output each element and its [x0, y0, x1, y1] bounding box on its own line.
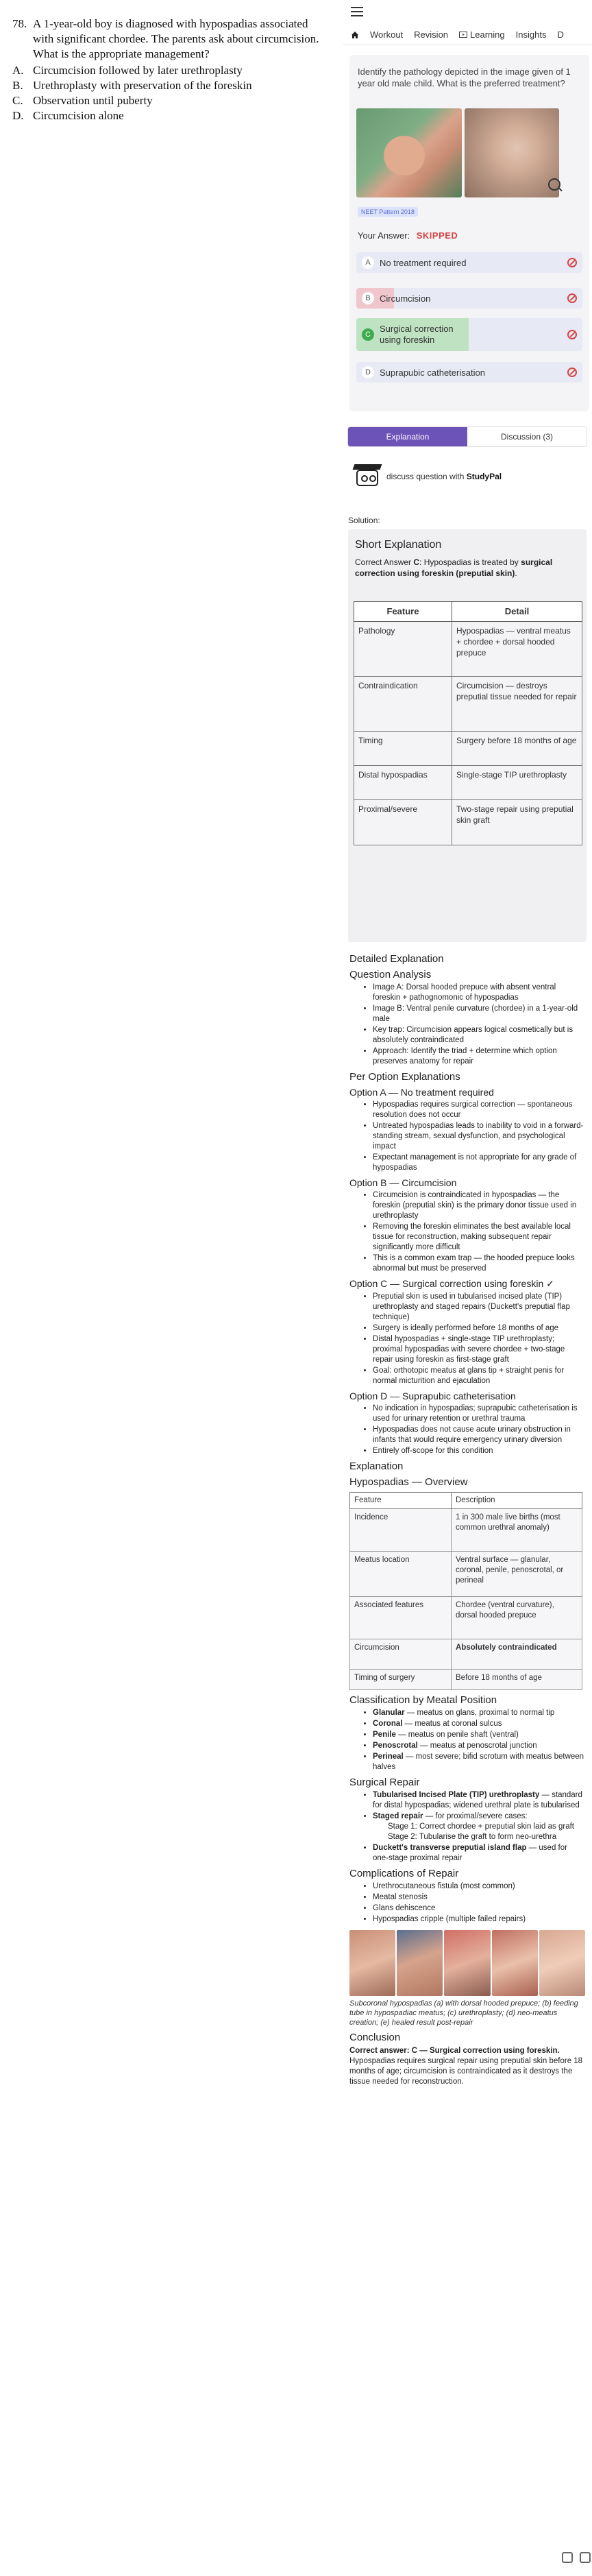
table-row [354, 800, 582, 845]
exam-tag: NEET Pattern 2018 [358, 207, 418, 217]
surgery-photo [492, 1930, 538, 1996]
conclusion-text [349, 2046, 585, 2087]
table-cell: Proximal/severe [354, 800, 452, 845]
list-item: • Image A: Dorsal hooded prepuce with absent ventral foreskin + pathognomonic of hypospadias [373, 983, 585, 1003]
surgery-photo [397, 1930, 443, 1996]
column-header: Feature [350, 1493, 452, 1509]
studypal-brand: StudyPal [466, 472, 502, 481]
surgery-photo [349, 1930, 395, 1996]
table-row [354, 622, 582, 677]
option-text: No treatment required [380, 258, 467, 268]
paper-question-stem: A 1-year-old boy is diagnosed with hypospadias associated with significant chordee. The parents ask about circumcision. What is the appropriate management? [33, 17, 319, 60]
wrong-icon [567, 368, 577, 377]
table-row [350, 1639, 582, 1670]
table-cell: Single-stage TIP urethroplasty [452, 766, 582, 800]
your-answer [358, 230, 458, 241]
table-header-row [350, 1493, 582, 1509]
option-b-title: Option B — Circumcision [349, 1177, 457, 1188]
option-letter: B [362, 292, 374, 304]
zoom-icon[interactable] [548, 178, 560, 191]
question-text: Identify the pathology depicted in the image given of 1 year old male child. What is the preferred treatment? [358, 67, 571, 88]
per-option-title: Per Option Explanations [349, 1071, 460, 1083]
tab-workout[interactable]: Workout [370, 29, 404, 40]
list-item [373, 1708, 585, 1718]
wrong-icon [567, 330, 577, 339]
term-desc: — standard for distal hypospadias; widened urethral plate is tubularised [373, 1791, 582, 1809]
conclusion-bold: Correct answer: C — Surgical correction using foreskin. [349, 2047, 560, 2055]
table-row [354, 677, 582, 732]
table-cell: Incidence [350, 1509, 452, 1552]
term-desc: — meatus at penoscrotal junction [417, 1742, 537, 1750]
term: Staged repair [373, 1812, 423, 1820]
correct-prefix: Correct Answer [355, 557, 412, 567]
column-header: Feature [354, 602, 452, 622]
paper-option [12, 78, 331, 93]
table-cell: Contraindication [354, 677, 452, 732]
table-cell: Meatus location [350, 1552, 452, 1597]
tab-discussion[interactable]: Discussion (3) [467, 427, 587, 446]
list-item: • Distal hypospadias + single-stage TIP urethroplasty; proximal hypospadias with severe chordee + two-stage repair using foreskin as first-stage graft [373, 1334, 585, 1365]
short-explanation-title: Short Explanation [355, 539, 442, 551]
list-item: • Hypospadias cripple (multiple failed repairs) [373, 1914, 585, 1925]
table-cell: 1 in 300 male live births (most common urethral anomaly) [452, 1509, 582, 1552]
table-cell: Absolutely contraindicated [452, 1639, 582, 1670]
list-item: • Removing the foreskin eliminates the best available local tissue for reconstruction, making subsequent repair significantly more difficult [373, 1222, 585, 1253]
term: Penoscrotal [373, 1742, 418, 1750]
correct-letter: C [413, 557, 420, 567]
paper-option-text: Urethroplasty with preservation of the foreskin [33, 79, 252, 92]
tab-overflow[interactable]: D [557, 29, 564, 40]
overview-table [349, 1492, 582, 1690]
thumbs-down-icon[interactable] [580, 2552, 591, 2563]
option-c-list [373, 1292, 585, 1386]
list-item [373, 1741, 585, 1751]
table-cell: Associated features [350, 1597, 452, 1639]
paper-options [12, 63, 331, 123]
surgery-photo [444, 1930, 490, 1996]
discuss-prefix: discuss question with [386, 472, 465, 481]
wrong-icon [567, 293, 577, 303]
option-letter: C [362, 328, 374, 341]
discuss-with-studypal[interactable] [386, 472, 502, 481]
list-item [373, 1811, 585, 1842]
table-row [350, 1509, 582, 1552]
table-cell: Timing of surgery [350, 1670, 452, 1690]
classification-list [373, 1708, 585, 1772]
list-item: • Preputial skin is used in tubularised incised plate (TIP) urethroplasty and staged repairs (Duckett's preputial flap technique) [373, 1292, 585, 1323]
paper-option-text: Circumcision alone [33, 109, 124, 122]
list-item: • Entirely off-scope for this condition [373, 1446, 585, 1456]
table-header-row [354, 602, 582, 622]
table-cell: Circumcision [350, 1639, 452, 1670]
tab-revision[interactable]: Revision [414, 29, 449, 40]
answer-option-d[interactable] [356, 362, 582, 383]
question-image-a[interactable] [356, 108, 462, 197]
your-answer-status: SKIPPED [416, 230, 458, 241]
answer-option-c[interactable] [356, 318, 582, 351]
paper-option-letter: A. [12, 64, 24, 77]
table-cell: Ventral surface — glanular, coronal, penile, penoscrotal, or perineal [452, 1552, 582, 1597]
list-item: • Glans dehiscence [373, 1903, 585, 1914]
list-item [373, 1752, 585, 1772]
thumbs-up-icon[interactable] [562, 2552, 573, 2563]
analysis-list [373, 983, 585, 1067]
option-b-list [373, 1190, 585, 1274]
column-header: Description [452, 1493, 582, 1509]
paper-option-text: Circumcision followed by later urethroplasty [33, 64, 243, 77]
term: Duckett's transverse preputial island flap [373, 1844, 527, 1852]
term-desc: — meatus on glans, proximal to normal tip [404, 1709, 555, 1717]
table-cell: Pathology [354, 622, 452, 677]
correct-end: . [515, 568, 517, 578]
answer-option-a[interactable] [356, 252, 582, 273]
list-item: • Surgery is ideally performed before 18 months of age [373, 1323, 585, 1334]
list-item [373, 1719, 585, 1729]
column-header: Detail [452, 602, 582, 622]
term: Glanular [373, 1709, 405, 1717]
detailed-title: Detailed Explanation [349, 953, 444, 965]
term: Penile [373, 1731, 396, 1739]
paper-option-letter: C. [12, 94, 23, 107]
learning-icon [459, 32, 467, 38]
home-icon[interactable] [343, 31, 365, 39]
term: Coronal [373, 1720, 403, 1728]
paper-option-text: Observation until puberty [33, 94, 153, 107]
option-d-title: Option D — Suprapubic catheterisation [349, 1391, 516, 1401]
top-nav-tabs [343, 25, 592, 45]
detailed-explanation [349, 949, 585, 2087]
term: Perineal [373, 1753, 404, 1761]
list-item: • Goal: orthotopic meatus at glans tip + straight penis for normal micturition and ejaculation [373, 1366, 585, 1386]
surgery-photo [539, 1930, 585, 1996]
classification-title: Classification by Meatal Position [349, 1694, 497, 1706]
option-a-list [373, 1100, 585, 1173]
overview-section-title: Explanation [349, 1460, 404, 1472]
option-letter: A [362, 256, 374, 269]
tab-learning[interactable] [454, 29, 510, 40]
table-cell: Chordee (ventral curvature), dorsal hooded prepuce [452, 1597, 582, 1639]
term-desc: — meatus on penile shaft (ventral) [395, 1731, 519, 1739]
table-cell: Distal hypospadias [354, 766, 452, 800]
list-item: • No indication in hypospadias; suprapubic catheterisation is used for urinary retention or urethral trauma [373, 1404, 585, 1424]
surgery-photo-strip[interactable] [349, 1930, 585, 1996]
figure-caption: Subcoronal hypospadias (a) with dorsal hooded prepuce; (b) feeding tube in hypospadiac meatus; (c) urethroplasty; (d) neo-meatus creation; (e) healed result post-repair [349, 1999, 578, 2027]
table-row [354, 732, 582, 766]
conclusion-rest: Hypospadias requires surgical repair using preputial skin before 18 months of age; circumcision is contraindicated as it destroys the tissue needed for reconstruction. [349, 2057, 583, 2086]
repair-list [373, 1790, 585, 1864]
option-a-title: Option A — No treatment required [349, 1087, 494, 1098]
paper-option [12, 93, 331, 108]
answer-option-b[interactable] [356, 288, 582, 309]
paper-option-letter: B. [12, 79, 23, 92]
table-cell: Surgery before 18 months of age [452, 732, 582, 766]
paper-option [12, 63, 331, 78]
tab-insights[interactable]: Insights [515, 29, 547, 40]
list-item [373, 1730, 585, 1740]
table-cell: Before 18 months of age [452, 1670, 582, 1690]
list-item [373, 1790, 585, 1811]
stage-2: Stage 2: Tubularise the graft to form neo-urethra [388, 1833, 557, 1841]
your-answer-label: Your Answer: [358, 230, 410, 241]
stage-1: Stage 1: Correct chordee + preputial skin laid as graft [388, 1822, 574, 1831]
short-explanation-table [354, 601, 582, 845]
table-row [350, 1552, 582, 1597]
list-item: • Key trap: Circumcision appears logical cosmetically but is absolutely contraindicated [373, 1025, 585, 1046]
option-text: Circumcision [380, 293, 431, 304]
table-cell: Timing [354, 732, 452, 766]
question-image-b[interactable] [465, 108, 559, 197]
table-cell: Hypospadias — ventral meatus + chordee + dorsal hooded prepuce [452, 622, 582, 677]
list-item: • Urethrocutaneous fistula (most common) [373, 1881, 585, 1892]
question-paper [12, 16, 331, 123]
studypal-robot-icon[interactable] [354, 463, 381, 490]
list-item [373, 1843, 585, 1864]
paper-question [12, 16, 331, 62]
term: Tubularised Incised Plate (TIP) urethroplasty [373, 1791, 540, 1799]
repair-title: Surgical Repair [349, 1777, 420, 1788]
table-row [350, 1670, 582, 1690]
correct-bold: surgical correction using foreskin (preputial skin) [355, 557, 553, 578]
paper-option-letter: D. [12, 109, 24, 122]
correct-answer-summary [355, 557, 581, 579]
option-text: Suprapubic catheterisation [380, 368, 485, 378]
correct-rest: : Hypospadias is treated by [419, 557, 519, 567]
term-desc: — meatus at coronal sulcus [402, 1720, 502, 1728]
paper-question-number: 78. [12, 17, 27, 30]
list-item: • Hypospadias does not cause acute urinary obstruction in infants that would require emergency urinary diversion [373, 1425, 585, 1445]
app-panel [343, 0, 592, 2576]
explanation-discussion-toggle [347, 426, 587, 447]
list-item: • Untreated hypospadias leads to inability to void in a forward-standing stream, sexual dysfunction, and psychological impact [373, 1121, 585, 1152]
term-desc: — used for one-stage proximal repair [373, 1844, 567, 1862]
list-item: • Approach: Identify the triad + determine which option preserves anatomy for repair [373, 1046, 585, 1067]
feedback-buttons [562, 2552, 591, 2563]
wrong-icon [567, 258, 577, 267]
tab-learning-label: Learning [470, 29, 505, 40]
solution-label: Solution: [348, 516, 380, 525]
complications-list [373, 1881, 585, 1925]
list-item: • This is a common exam trap — the hooded prepuce looks abnormal but must be preserved [373, 1253, 585, 1274]
list-item: • Image B: Ventral penile curvature (chordee) in a 1-year-old male [373, 1004, 585, 1024]
table-cell: Circumcision — destroys preputial tissue needed for repair [452, 677, 582, 732]
list-item: • Meatal stenosis [373, 1892, 585, 1903]
term-desc: — most severe; bifid scrotum with meatus between halves [373, 1753, 584, 1771]
option-text: Surgical correction using foreskin [380, 324, 454, 345]
list-item: • Hypospadias requires surgical correction — spontaneous resolution does not occur [373, 1100, 585, 1120]
option-c-title: Option C — Surgical correction using foreskin ✓ [349, 1278, 554, 1289]
list-item: • Expectant management is not appropriate for any grade of hypospadias [373, 1153, 585, 1173]
hamburger-menu-icon[interactable] [351, 7, 363, 19]
table-cell: Two-stage repair using preputial skin graft [452, 800, 582, 845]
table-row [350, 1597, 582, 1639]
paper-option [12, 108, 331, 123]
conclusion-title: Conclusion [349, 2032, 401, 2043]
option-d-list [373, 1404, 585, 1456]
complications-title: Complications of Repair [349, 1868, 459, 1879]
term-desc: — for proximal/severe cases: [423, 1812, 528, 1820]
option-letter: D [362, 366, 374, 378]
tab-explanation[interactable]: Explanation [348, 427, 467, 446]
analysis-title: Question Analysis [349, 969, 432, 980]
list-item: • Circumcision is contraindicated in hypospadias — the foreskin (preputial skin) is the primary donor tissue used in urethroplasty [373, 1190, 585, 1221]
overview-title: Hypospadias — Overview [349, 1476, 468, 1488]
table-row [354, 766, 582, 800]
